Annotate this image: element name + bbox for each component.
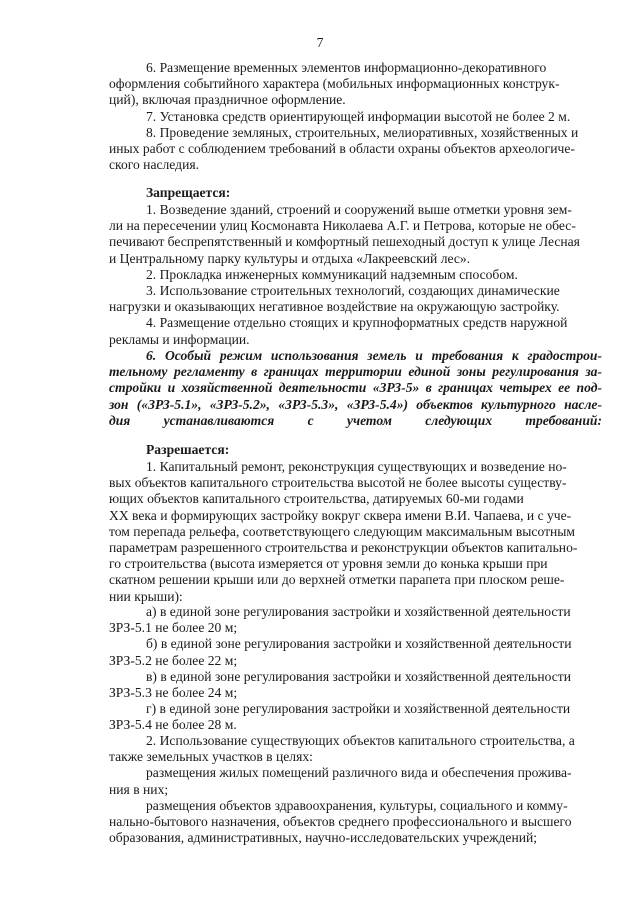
paragraph xyxy=(109,636,602,668)
text-line: 2. Использование существующих объектов капитального строительства, а xyxy=(146,733,575,748)
prohibited-items xyxy=(109,202,602,348)
text-line: ЗРЗ-5.2 не более 22 м; xyxy=(109,652,238,668)
text-line: б) в единой зоне регулирования застройки и хозяйственной деятельности xyxy=(146,636,572,652)
text-line: рекламы и информации. xyxy=(109,331,250,347)
text-line: нально-бытового назначения, объектов среднего профессионального и высшего xyxy=(109,814,572,830)
prohibited-heading: Запрещается: xyxy=(146,185,231,200)
allowed-item-1 xyxy=(109,459,602,605)
paragraph xyxy=(109,202,602,267)
text-line: ского наследия. xyxy=(109,157,199,173)
text-line: стройки и хозяйственной деятельности «ЗРЗ-5» в границах четырех ее под- xyxy=(109,380,602,396)
text-line: скатном решении крыши или до верхней отметки парапета при плоском реше- xyxy=(109,572,565,588)
text-line: ЗРЗ-5.1 не более 20 м; xyxy=(109,620,238,636)
text-line: 4. Размещение отдельно стоящих и крупноформатных средств наружной xyxy=(146,315,568,331)
top-items xyxy=(109,60,602,173)
text-line: также земельных участков в целях: xyxy=(109,749,313,765)
text-line: а) в единой зоне регулирования застройки и хозяйственной деятельности xyxy=(146,604,571,619)
paragraph xyxy=(109,733,602,765)
text-line: 8. Проведение земляных, строительных, мелиоративных, хозяйственных и xyxy=(146,124,579,140)
tail-items xyxy=(109,733,602,846)
text-line: ЗРЗ-5.3 не более 24 м; xyxy=(109,685,238,701)
paragraph xyxy=(109,60,602,109)
text-line: 2. Прокладка инженерных коммуникаций надземным способом. xyxy=(146,266,518,282)
text-line: ЗРЗ-5.4 не более 28 м. xyxy=(109,717,237,733)
page-number: 7 xyxy=(316,35,324,50)
text-line: параметрам разрешенного строительства и реконструкции объектов капитально- xyxy=(109,540,578,556)
text-line: тельному регламенту в границах территории единой зоны регулирования за- xyxy=(109,364,602,380)
text-line: 1. Возведение зданий, строений и сооружений выше отметки уровня зем- xyxy=(146,202,572,217)
text-line: г) в единой зоне регулирования застройки и хозяйственной деятельности xyxy=(146,701,571,717)
text-line: 1. Капитальный ремонт, реконструкция существующих и возведение но- xyxy=(146,459,567,474)
text-line: ющих объектов капитального строительства, датируемых 60-ми годами xyxy=(109,491,524,507)
text-line: нии крыши): xyxy=(109,588,183,604)
paragraph xyxy=(109,109,602,125)
text-line: го строительства (высота измеряется от уровня земли до конька крыши при xyxy=(109,556,548,572)
text-line: образования, административных, научно-исследовательских учреждений; xyxy=(109,830,538,846)
text-line: 6. Особый режим использования земель и требования к градострои- xyxy=(146,348,602,363)
paragraph xyxy=(109,604,602,636)
paragraph xyxy=(109,765,602,797)
section-6-heading-text xyxy=(109,348,602,429)
text-line: том перепада рельефа, соответствующего следующим максимальным высотным xyxy=(109,523,576,539)
text-line: размещения объектов здравоохранения, культуры, социального и комму- xyxy=(146,797,568,813)
text-line: в) в единой зоне регулирования застройки и хозяйственной деятельности xyxy=(146,668,571,684)
paragraph xyxy=(109,315,602,347)
text-line: и Центральному парку культуры и отдыха «Лакреевский лес». xyxy=(109,250,471,266)
text-line: размещения жилых помещений различного вида и обеспечения прожива- xyxy=(146,765,572,781)
paragraph xyxy=(109,125,602,174)
paragraph xyxy=(109,798,602,847)
text-line: вых объектов капитального строительства высотой не более высоты существу- xyxy=(109,475,567,491)
text-line: ли на пересечении улиц Космонавта Николаева А.Г. и Петрова, которые не обес- xyxy=(109,218,576,234)
height-items xyxy=(109,604,602,734)
text-line: печивают беспрепятственный и комфортный пешеходный доступ к улице Лесная xyxy=(109,234,580,250)
allowed-item-1-text xyxy=(109,459,602,605)
paragraph xyxy=(109,267,602,283)
text-line: XX века и формирующих застройку вокруг сквера имени В.И. Чапаева, и с уче- xyxy=(109,507,572,523)
text-line: 6. Размещение временных элементов информационно-декоративного xyxy=(146,60,547,75)
text-line: 3. Использование строительных технологий, создающих динамические xyxy=(146,283,560,299)
paragraph xyxy=(109,283,602,315)
text-line: зон («ЗРЗ-5.1», «ЗРЗ-5.2», «ЗРЗ-5.3», «ЗРЗ-5.4») объектов культурного насле- xyxy=(109,396,602,412)
section-6-heading xyxy=(109,348,602,429)
text-line: иных работ с соблюдением требований в области охраны объектов археологиче- xyxy=(109,141,575,157)
text-line: нагрузки и оказывающих негативное воздействие на окружающую застройку. xyxy=(109,299,560,315)
text-line: дия устанавливаются с учетом следующих требований: xyxy=(109,412,602,428)
text-line: оформления событийного характера (мобильных информационных конструк- xyxy=(109,76,560,92)
text-line: 7. Установка средств ориентирующей информации высотой не более 2 м. xyxy=(146,108,571,124)
paragraph xyxy=(109,701,602,733)
paragraph xyxy=(109,669,602,701)
allowed-heading: Разрешается: xyxy=(146,442,230,457)
text-line: ций), включая праздничное оформление. xyxy=(109,92,346,108)
text-line: ния в них; xyxy=(109,781,169,797)
